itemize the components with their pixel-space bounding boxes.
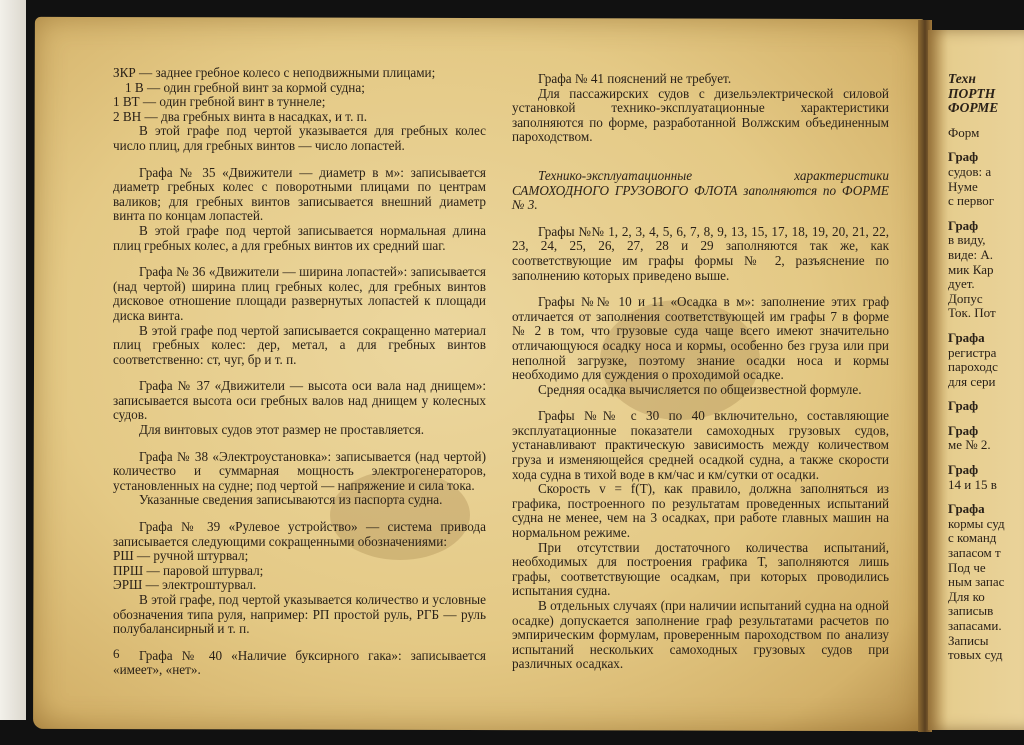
middle-text-column xyxy=(512,72,889,672)
paragraph: Графа № 35 «Движители — диаметр в м»: записывается диаметр гребных колес с поворотными плицами по центрам валиков; для гребных винтов записывается внешний диаметр винта по концам лопастей. xyxy=(113,164,486,224)
paragraph: РШ — ручной штурвал; xyxy=(113,548,249,564)
paragraph: Графа № 36 «Движители — ширина лопастей»: записывается (над чертой) ширина плиц гребных колес, для гребных винтов дисковое отношение площади развернутых лопастей к площади диска винта. xyxy=(113,264,486,323)
paragraph: 2 ВН — два гребных винта в насадках, и т. п. xyxy=(113,108,368,124)
text-line: кормы суд xyxy=(948,515,1005,531)
paragraph: Технико-эксплуатационные характеристики САМОХОДНОГО ГРУЗОВОГО ФЛОТА заполняются по ФОРМЕ № 3. xyxy=(512,167,889,213)
text-line: ным запас xyxy=(948,574,1005,590)
text-line: ФОРМЕ xyxy=(948,100,999,116)
paragraph: Для пассажирских судов с дизельэлектрической силовой установкой технико-эксплуатационные характеристики заполняются по форме, разработанной Волжским объединенным пароходством. xyxy=(512,85,889,145)
text-line: Граф xyxy=(948,398,979,414)
text-line: Техн xyxy=(948,72,976,86)
paragraph: ЗКР — заднее гребное колесо с неподвижными плицами; xyxy=(113,65,436,80)
spacer xyxy=(113,438,486,450)
text-line: пароходс xyxy=(948,359,998,375)
text-line: 14 и 15 в xyxy=(948,476,997,492)
text-line: мик Кар xyxy=(948,261,994,277)
text-line: записыв xyxy=(948,603,994,619)
text-line: Графа xyxy=(948,501,985,517)
scanner-edge xyxy=(0,0,26,720)
text-line: Граф xyxy=(948,149,979,165)
paragraph: Графа № 37 «Движители — высота оси вала над днищем»: записывается высота оси гребных валов над днищем у колесных судов. xyxy=(113,378,486,423)
text-line: регистра xyxy=(948,344,997,360)
left-text-column xyxy=(113,66,486,678)
text-line: Граф xyxy=(948,217,979,233)
text-line: ме № 2. xyxy=(948,437,991,453)
text-line: Графа xyxy=(948,329,985,345)
text-line: ПОРТН xyxy=(948,85,996,101)
paragraph: Графы №№ 10 и 11 «Осадка в м»: заполнение этих граф отличается от заполнения соответствующей им графы 7 в форме № 2 в том, что грузовые суда чаще всего имеют значительно отличающуюся осадку носа и кормы, особенно без груза или при неполной загрузке, поэтому знание осадки носа и кормы необходимо для суждения о проходимой осадке. xyxy=(512,294,889,383)
right-page-text-fragment xyxy=(948,72,1024,663)
paragraph: При отсутствии достаточного количества испытаний, необходимых для построения графика T, заполняются лишь графы, соответствующие осадкам, при которых проводились испытания судна. xyxy=(512,539,889,599)
paragraph: Графа № 38 «Электроустановка»: записывается (над чертой) количество и суммарная мощность электрогенераторов, установленных на судне; под чертой — напряжение и сила тока. xyxy=(113,448,486,493)
text-line: Ток. Пот xyxy=(948,305,996,321)
spacer xyxy=(512,145,889,157)
paragraph: В этой графе под чертой записывается нормальная длина плиц гребных колес, а для гребных винтов их средний шаг. xyxy=(113,222,486,253)
paragraph: ЭРШ — электроштурвал. xyxy=(113,577,257,593)
paragraph: Графа № 41 пояснений не требует. xyxy=(538,71,732,86)
text-line: Для ко xyxy=(948,588,985,604)
text-line: дует. xyxy=(948,276,975,292)
paragraph: В этой графе, под чертой указывается количество и условные обозначения типа руля, например: РП простой руль, РГБ — руль полубалансирный и т. п. xyxy=(113,592,486,637)
page-number: 6 xyxy=(113,646,120,661)
text-line: Под че xyxy=(948,559,986,575)
paragraph: В этой графе под чертой указывается для гребных колес число плиц, для гребных винтов — число лопастей. xyxy=(113,123,486,153)
text-line: Допус xyxy=(948,290,983,306)
paragraph: Графы №№ с 30 по 40 включительно, составляющие эксплуатационные показатели самоходных грузовых судов, устанавливают практическую зависимость между количеством груза и изменяющейся средней осадкой судна, а также скорости хода судна в тихой воде в км/час и км/сутки от осадки. xyxy=(512,408,889,482)
paragraph: 1 В — один гребной винт за кормой судна; xyxy=(125,79,365,95)
text-line: виде: А. xyxy=(948,246,993,262)
paragraph: В отдельных случаях (при наличии испытаний судна на одной осадке) допускается заполнение граф результатами расчетов по эмпирическим формулам, проверенным пароходством по анализу испытаний нескольких самоходных грузовых судов при различных осадках. xyxy=(512,598,889,672)
text-line: запасами. xyxy=(948,618,1002,633)
text-line: товых суд xyxy=(948,647,1003,663)
text-line: Форм xyxy=(948,124,980,140)
text-line: Граф xyxy=(948,462,979,478)
text-line: судов: а xyxy=(948,163,992,179)
text-line: Нуме xyxy=(948,178,978,194)
spacer xyxy=(113,637,486,649)
spacer xyxy=(113,154,486,166)
text-line: для сери xyxy=(948,373,996,389)
text-line: Записы xyxy=(948,632,989,648)
paragraph: Графа № 40 «Наличие буксирного гака»: записывается «имеет», «нет». xyxy=(113,647,486,678)
paragraph: В этой графе под чертой записывается сокращенно материал плиц гребных колес: дер, метал, а для гребных винтов соответственно: ст, чуг, бр и т. п. xyxy=(113,322,486,367)
text-line: запасом т xyxy=(948,545,1001,561)
paragraph: 1 ВТ — один гребной винт в туннеле; xyxy=(113,94,326,110)
text-line: с первог xyxy=(948,193,995,209)
text-line: в виду, xyxy=(948,232,986,248)
paragraph: Графа № 39 «Рулевое устройство» — система привода записывается следующими сокращенными обозначениями: xyxy=(113,519,486,549)
spacer xyxy=(512,213,889,225)
text-line: с команд xyxy=(948,530,997,546)
paragraph: ПРШ — паровой штурвал; xyxy=(113,562,264,578)
paragraph: Скорость v = f(T), как правило, должна заполняться из графика, построенного по результатам проведенных испытаний судна не менее, чем на 3 осадках, при работе главных машин на нормальном режиме. xyxy=(512,481,889,541)
paragraph: Для винтовых судов этот размер не проставляется. xyxy=(139,422,425,438)
text-line: Граф xyxy=(948,422,979,438)
paragraph: Указанные сведения записываются из паспорта судна. xyxy=(139,492,443,508)
paragraph: Графы №№ 1, 2, 3, 4, 5, 6, 7, 8, 9, 13, 15, 17, 18, 19, 20, 21, 22, 23, 24, 25, 26, 27, 28 и 29 заполняются так же, как соответствующие им графы формы № 2, разъяснение по заполнению которых приведено выше. xyxy=(512,223,889,283)
paragraph: Средняя осадка вычисляется по общеизвестной формуле. xyxy=(538,381,862,397)
